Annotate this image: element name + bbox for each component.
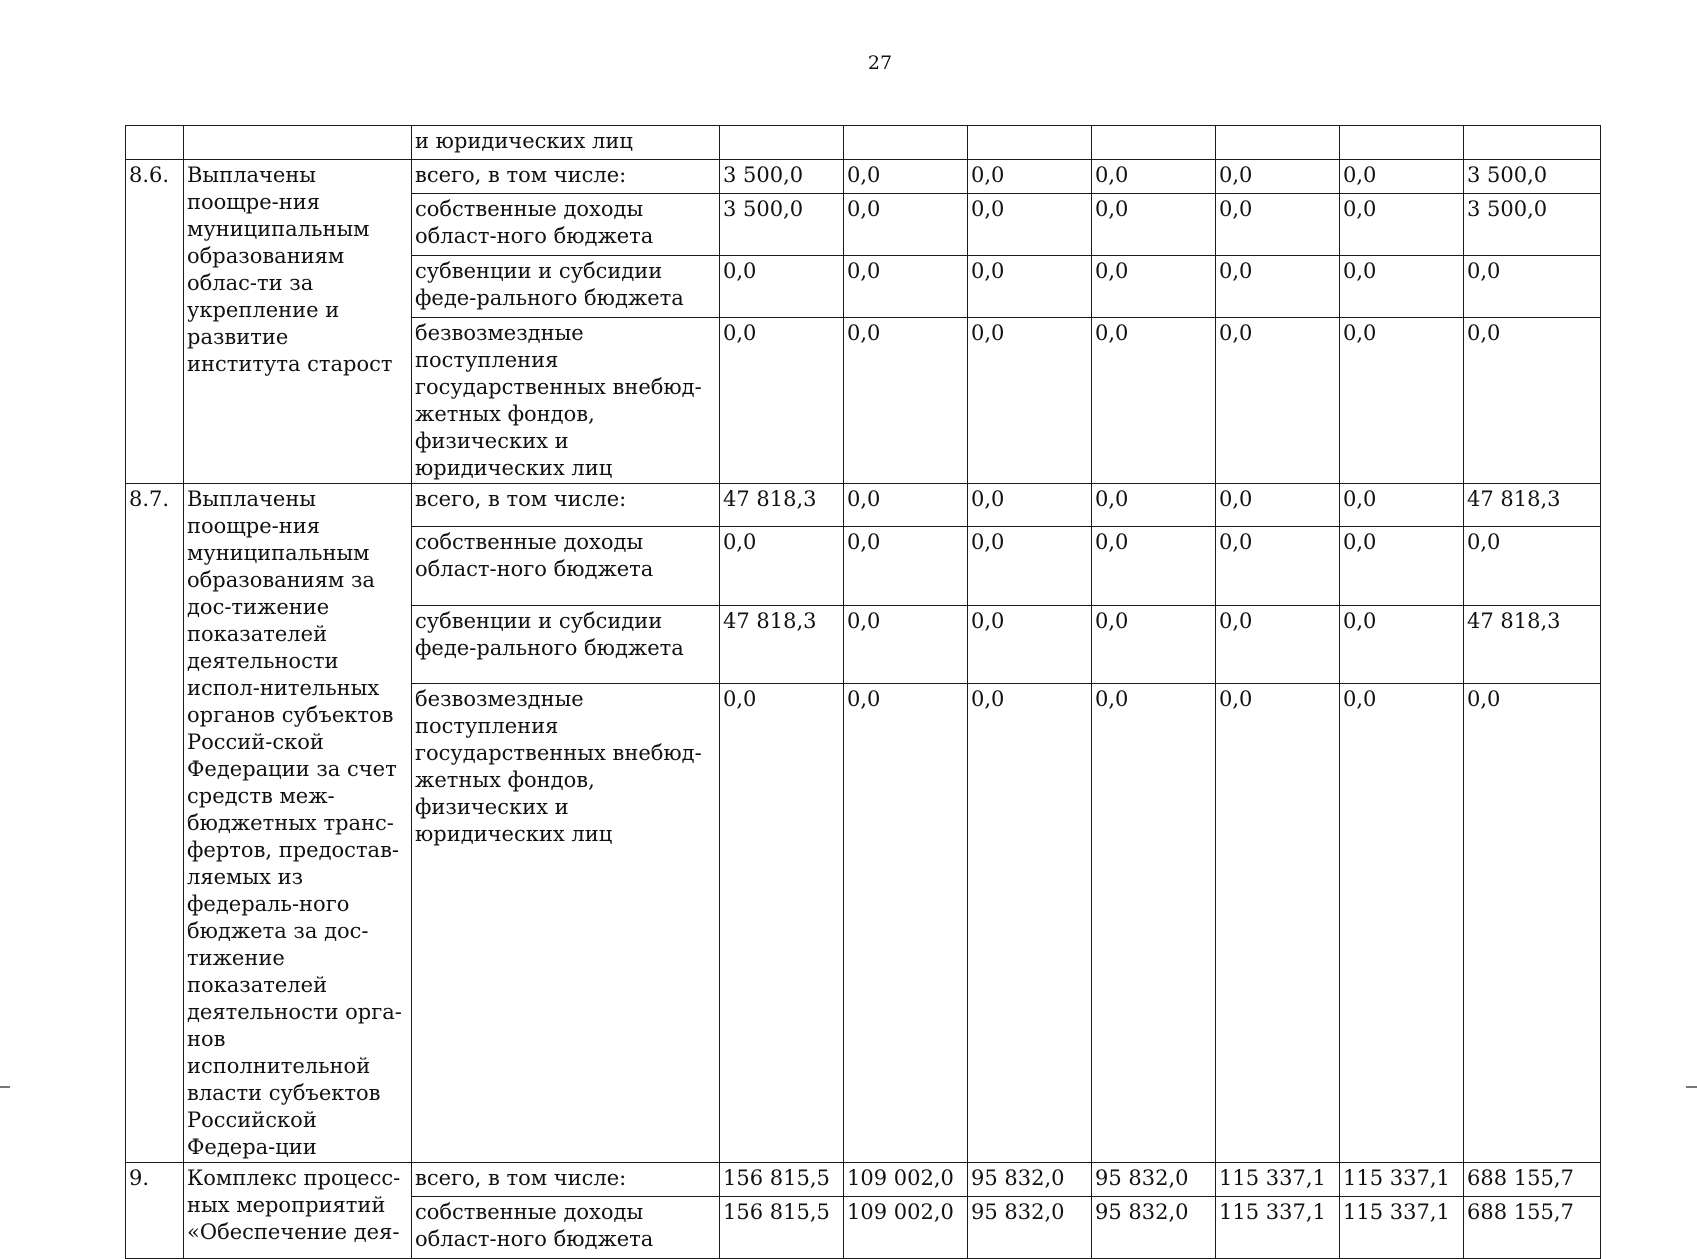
- value-cell: 115 337,1: [1340, 1163, 1464, 1197]
- value-cell: 95 832,0: [968, 1197, 1092, 1259]
- value-cell: 156 815,5: [720, 1197, 844, 1259]
- value-cell: 0,0: [720, 527, 844, 606]
- value-cell: 0,0: [968, 484, 1092, 527]
- value-cell: 0,0: [844, 256, 968, 318]
- value-cell: 47 818,3: [720, 484, 844, 527]
- section-code: 8.7.: [126, 484, 184, 1163]
- value-cell: 0,0: [844, 318, 968, 484]
- section-title: Выплачены поощре-ния муниципальным образованиям за дос-тижение показателей деятельности испол-нительных органов субъектов Россий-ской Федерации за счет средств меж-бюджетных транс-фертов, предостав-ляемых из федераль-ного бюджета за дос-тижение показателей деятельности орга-нов исполнительной власти субъектов Российской Федера-ции: [184, 484, 412, 1163]
- value-cell: 0,0: [1340, 605, 1464, 684]
- value-cell: 0,0: [1340, 484, 1464, 527]
- value-cell: 47 818,3: [720, 605, 844, 684]
- value-cell: 688 155,7: [1464, 1163, 1601, 1197]
- title-cell: [184, 126, 412, 160]
- value-cell: 115 337,1: [1216, 1163, 1340, 1197]
- value-cell: [1464, 126, 1601, 160]
- value-cell: 0,0: [1092, 605, 1216, 684]
- value-cell: 0,0: [720, 256, 844, 318]
- source-cell: всего, в том числе:: [412, 1163, 720, 1197]
- value-cell: 109 002,0: [844, 1163, 968, 1197]
- value-cell: 3 500,0: [1464, 194, 1601, 256]
- table-row: [126, 160, 1601, 194]
- code-cell: [126, 126, 184, 160]
- value-cell: 0,0: [844, 484, 968, 527]
- source-cell: собственные доходы област-ного бюджета: [412, 527, 720, 606]
- section-code: 8.6.: [126, 160, 184, 484]
- value-cell: 0,0: [968, 256, 1092, 318]
- value-cell: 109 002,0: [844, 1197, 968, 1259]
- value-cell: 0,0: [844, 160, 968, 194]
- value-cell: 0,0: [1216, 684, 1340, 1163]
- value-cell: 95 832,0: [968, 1163, 1092, 1197]
- value-cell: 3 500,0: [720, 160, 844, 194]
- value-cell: 0,0: [1464, 318, 1601, 484]
- value-cell: 0,0: [968, 194, 1092, 256]
- value-cell: 0,0: [1340, 318, 1464, 484]
- value-cell: 0,0: [1216, 160, 1340, 194]
- value-cell: 0,0: [1216, 194, 1340, 256]
- value-cell: 47 818,3: [1464, 484, 1601, 527]
- value-cell: 0,0: [1216, 256, 1340, 318]
- value-cell: 3 500,0: [720, 194, 844, 256]
- source-cell: всего, в том числе:: [412, 484, 720, 527]
- value-cell: 0,0: [1216, 527, 1340, 606]
- value-cell: [1092, 126, 1216, 160]
- value-cell: 0,0: [1340, 194, 1464, 256]
- value-cell: 0,0: [1092, 256, 1216, 318]
- value-cell: 0,0: [1464, 256, 1601, 318]
- value-cell: 0,0: [1092, 194, 1216, 256]
- value-cell: 115 337,1: [1340, 1197, 1464, 1259]
- value-cell: [720, 126, 844, 160]
- value-cell: 95 832,0: [1092, 1197, 1216, 1259]
- value-cell: 0,0: [968, 684, 1092, 1163]
- scan-mark: [0, 1086, 10, 1088]
- source-cell: субвенции и субсидии феде-рального бюджета: [412, 256, 720, 318]
- continuation-row: [126, 126, 1601, 160]
- value-cell: 95 832,0: [1092, 1163, 1216, 1197]
- source-cell: собственные доходы област-ного бюджета: [412, 1197, 720, 1259]
- value-cell: 0,0: [1092, 527, 1216, 606]
- value-cell: 3 500,0: [1464, 160, 1601, 194]
- section-code: 9.: [126, 1163, 184, 1259]
- value-cell: 0,0: [844, 605, 968, 684]
- value-cell: [844, 126, 968, 160]
- value-cell: 0,0: [968, 318, 1092, 484]
- value-cell: 0,0: [1464, 527, 1601, 606]
- value-cell: 0,0: [720, 684, 844, 1163]
- value-cell: 0,0: [1464, 684, 1601, 1163]
- value-cell: 0,0: [1216, 605, 1340, 684]
- source-cell: и юридических лиц: [412, 126, 720, 160]
- value-cell: 0,0: [968, 605, 1092, 684]
- section-title: Выплачены поощре-ния муниципальным образованиям облас-ти за укрепление и развитие института старост: [184, 160, 412, 484]
- value-cell: 0,0: [1092, 160, 1216, 194]
- scan-mark: [1686, 1086, 1697, 1088]
- source-cell: безвозмездные поступления государственных внебюд-жетных фондов, физических и юридических лиц: [412, 318, 720, 484]
- table-row: [126, 484, 1601, 527]
- budget-table: [125, 125, 1601, 1259]
- source-cell: собственные доходы област-ного бюджета: [412, 194, 720, 256]
- section-title: Комплекс процесс-ных мероприятий «Обеспечение дея-: [184, 1163, 412, 1259]
- value-cell: 0,0: [1216, 484, 1340, 527]
- value-cell: 115 337,1: [1216, 1197, 1340, 1259]
- value-cell: 0,0: [844, 527, 968, 606]
- value-cell: 0,0: [720, 318, 844, 484]
- source-cell: всего, в том числе:: [412, 160, 720, 194]
- value-cell: 0,0: [1340, 527, 1464, 606]
- value-cell: 156 815,5: [720, 1163, 844, 1197]
- value-cell: 0,0: [1092, 318, 1216, 484]
- value-cell: 688 155,7: [1464, 1197, 1601, 1259]
- value-cell: 0,0: [1340, 256, 1464, 318]
- value-cell: 0,0: [1092, 684, 1216, 1163]
- value-cell: 0,0: [968, 527, 1092, 606]
- value-cell: 0,0: [1216, 318, 1340, 484]
- value-cell: 0,0: [844, 194, 968, 256]
- value-cell: [1216, 126, 1340, 160]
- source-cell: субвенции и субсидии феде-рального бюджета: [412, 605, 720, 684]
- page-number: 27: [867, 52, 893, 74]
- source-cell: безвозмездные поступления государственных внебюд-жетных фондов, физических и юридических лиц: [412, 684, 720, 1163]
- value-cell: 0,0: [844, 684, 968, 1163]
- value-cell: 0,0: [1340, 684, 1464, 1163]
- value-cell: [968, 126, 1092, 160]
- value-cell: 0,0: [1092, 484, 1216, 527]
- value-cell: 0,0: [968, 160, 1092, 194]
- value-cell: [1340, 126, 1464, 160]
- value-cell: 47 818,3: [1464, 605, 1601, 684]
- table-row: [126, 1163, 1601, 1197]
- value-cell: 0,0: [1340, 160, 1464, 194]
